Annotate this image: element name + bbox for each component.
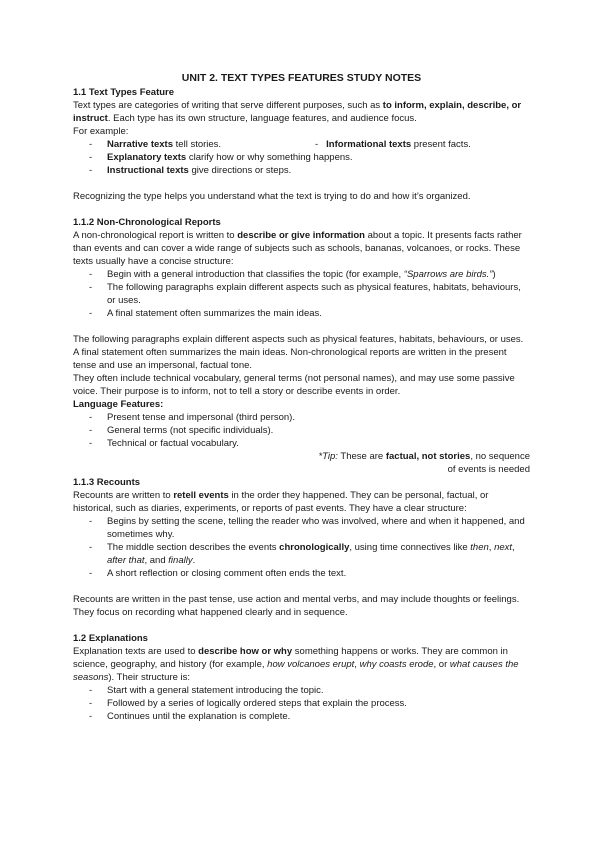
section-heading-1-1-3: 1.1.3 Recounts <box>73 477 141 488</box>
section-heading-1-1-2: 1.1.2 Non-Chronological Reports <box>73 217 221 228</box>
list-item: - Narrative texts tell stories. - Informational texts present facts. <box>73 138 530 151</box>
language-features-list <box>73 411 530 450</box>
page-title: UNIT 2. TEXT TYPES FEATURES STUDY NOTES <box>181 72 422 84</box>
section-heading-1-2: 1.2 Explanations <box>73 633 148 644</box>
list-item: - Followed by a series of logically ordered steps that explain the process. <box>73 697 530 710</box>
list-item: - General terms (not specific individuals). <box>73 424 530 437</box>
for-example-label: For example: <box>73 126 129 137</box>
list-item: - The middle section describes the events chronologically, using time connectives like then, next, after that, and finally. <box>73 541 530 567</box>
list-item: - Technical or factual vocabulary. <box>73 437 530 450</box>
list-item: - Explanatory texts clarify how or why something happens. <box>73 151 530 164</box>
section-1-1-3-intro: Recounts are written to retell events in the order they happened. They can be personal, factual, or historical, such as diaries, experiments, or reports of past events. They have a clear structure: <box>73 490 489 514</box>
report-structure-list <box>73 268 530 320</box>
recount-structure-list <box>73 515 530 580</box>
list-item: - The following paragraphs explain different aspects such as physical features, habitats, behaviours, or uses. <box>73 281 530 307</box>
section-1-1-3-closing: Recounts are written in the past tense, use action and mental verbs, and may include thoughts or feelings. They focus on recording what happened clearly and in sequence. <box>73 594 520 618</box>
text-type-list <box>73 138 530 177</box>
list-item: - Continues until the explanation is complete. <box>73 710 530 723</box>
tip-note: *Tip: These are factual, not stories, no sequence of events is needed <box>318 451 530 475</box>
section-heading-1-1: 1.1 Text Types Feature <box>73 87 175 98</box>
document-page <box>73 72 530 723</box>
section-1-1-closing: Recognizing the type helps you understand what the text is trying to do and how it’s organized. <box>73 191 471 202</box>
section-1-2-intro: Explanation texts are used to describe how or why something happens or works. They are common in science, geography, and history (for example, how volcanoes erupt, why coasts erode, or what causes the seasons). Their structure is: <box>73 646 519 683</box>
section-1-1-intro: Text types are categories of writing that serve different purposes, such as to inform, explain, describe, or instruct. Each type has its own structure, language features, and audience focus. <box>73 100 522 124</box>
section-1-1-2-paragraph-1: The following paragraphs explain different aspects such as physical features, habitats, behaviours, or uses. A final statement often summarizes the main ideas. Non-chronological reports are written in the present tense and use an impersonal, factual tone. <box>73 334 524 371</box>
language-features-heading: Language Features: <box>73 399 164 410</box>
section-1-1-2-paragraph-2: They often include technical vocabulary, general terms (not personal names), and may use some passive voice. Their purpose is to inform, not to tell a story or describe events in order. <box>73 373 515 397</box>
list-item: - A final statement often summarizes the main ideas. <box>73 307 530 320</box>
list-item: - Begins by setting the scene, telling the reader who was involved, where and when it happened, and sometimes why. <box>73 515 530 541</box>
list-item: - Instructional texts give directions or steps. <box>73 164 530 177</box>
list-item: - Present tense and impersonal (third person). <box>73 411 530 424</box>
list-item: - A short reflection or closing comment often ends the text. <box>73 567 530 580</box>
explanation-structure-list <box>73 684 530 723</box>
section-1-1-2-intro: A non-chronological report is written to describe or give information about a topic. It presents facts rather than events and can cover a wide range of subjects such as schools, bananas, volcanoes, or rocks. These texts usually have a concise structure: <box>73 230 522 267</box>
list-item: - Start with a general statement introducing the topic. <box>73 684 530 697</box>
list-item: - Begin with a general introduction that classifies the topic (for example, “Sparrows are birds.”) <box>73 268 530 281</box>
